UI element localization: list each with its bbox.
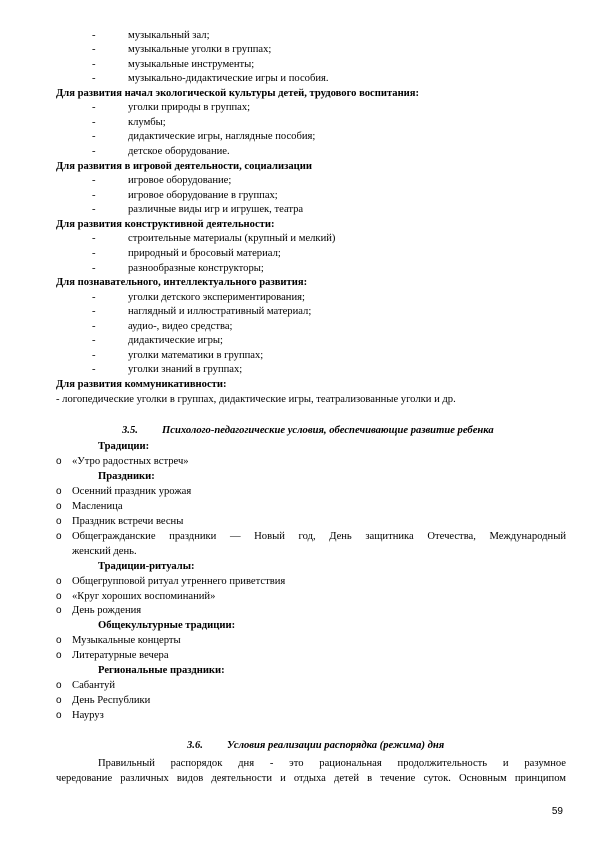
list-item-text: Литературные вечера [72, 650, 169, 661]
list-item [56, 291, 566, 305]
list-dash: - [92, 364, 96, 375]
list-dash: - [92, 292, 96, 303]
list-item-text: Музыкальные концерты [72, 635, 181, 646]
list-item-text: Общегрупповой ритуал утреннего приветствия [72, 576, 286, 587]
list-item [56, 694, 566, 708]
list-item-text: День Республики [72, 695, 151, 706]
list-item [56, 485, 566, 499]
list-item [56, 247, 566, 261]
list-dash: - [92, 102, 96, 113]
list-item [56, 649, 566, 663]
holidays-heading: Праздники: [98, 471, 155, 482]
list-dash: - [92, 44, 96, 55]
holiday-long-line2: женский день. [72, 546, 137, 557]
list-dash: - [92, 175, 96, 186]
list-dash: - [92, 248, 96, 259]
list-item [56, 130, 566, 144]
cultural-heading: Общекультурные традиции: [98, 620, 236, 631]
list-item-text: детское оборудование. [128, 146, 230, 157]
play-heading: Для развития в игровой деятельности, социализации [56, 161, 312, 172]
list-item [56, 575, 566, 589]
list-item [56, 455, 566, 469]
bullet-icon: o [56, 635, 62, 646]
list-item [56, 634, 566, 648]
paragraph-line: чередование различных видов деятельности и отдыха детей в течение суток. Основным принципом [56, 773, 566, 784]
list-dash: - [92, 350, 96, 361]
list-item [56, 604, 566, 618]
list-item-text: Сабантуй [72, 680, 115, 691]
bullet-icon: o [56, 516, 62, 527]
list-item-text: клумбы; [128, 117, 166, 128]
list-dash: - [92, 59, 96, 70]
list-item-text: музыкальные инструменты; [128, 59, 255, 70]
list-dash: - [92, 30, 96, 41]
regional-heading: Региональные праздники: [98, 665, 225, 676]
list-item-text: «Круг хороших воспоминаний» [72, 591, 216, 602]
section-title: Условия реализации распорядка (режима) дня [227, 740, 445, 751]
list-item-text: строительные материалы (крупный и мелкий) [128, 233, 336, 244]
list-item [56, 320, 566, 334]
page-number: 59 [551, 806, 563, 817]
list-item-text: различные виды игр и игрушек, театра [128, 204, 304, 215]
list-item-text: игровое оборудование; [128, 175, 232, 186]
list-item-text: дидактические игры; [128, 335, 223, 346]
list-item-text: музыкально-дидактические игры и пособия. [128, 73, 329, 84]
cognitive-heading: Для познавательного, интеллектуального развития: [56, 277, 308, 288]
list-dash: - [92, 306, 96, 317]
list-item [56, 29, 566, 43]
list-item [56, 363, 566, 377]
section-heading-3-6 [187, 739, 444, 753]
list-dash: - [92, 335, 96, 346]
bullet-icon: o [56, 531, 62, 542]
construct-heading: Для развития конструктивной деятельности: [56, 219, 275, 230]
list-item [56, 43, 566, 57]
list-dash: - [92, 190, 96, 201]
bullet-icon: o [56, 456, 62, 467]
list-item [56, 334, 566, 348]
list-item [56, 101, 566, 115]
ecology-heading: Для развития начал экологической культуры детей, трудового воспитания: [56, 88, 420, 99]
list-dash: - [92, 321, 96, 332]
section-number: 3.5. [122, 425, 138, 436]
list-item [56, 145, 566, 159]
communication-text: - логопедические уголки в группах, дидактические игры, театрализованные уголки и др. [56, 394, 456, 405]
list-item [56, 709, 566, 723]
traditions-heading: Традиции: [98, 441, 150, 452]
body-paragraph [56, 756, 566, 786]
list-item-text: уголки детского экспериментирования; [128, 292, 305, 303]
list-item [56, 305, 566, 319]
list-item [56, 262, 566, 276]
list-dash: - [92, 233, 96, 244]
list-dash: - [92, 263, 96, 274]
list-item-text: уголки математики в группах; [128, 350, 264, 361]
list-item-text: День рождения [72, 605, 142, 616]
list-item [56, 203, 566, 217]
bullet-icon: o [56, 591, 62, 602]
bullet-icon: o [56, 710, 62, 721]
bullet-icon: o [56, 680, 62, 691]
list-item-text: дидактические игры, наглядные пособия; [128, 131, 316, 142]
bullet-icon: o [56, 501, 62, 512]
list-item-text: музыкальный зал; [128, 30, 210, 41]
list-item-text: Науруз [72, 710, 104, 721]
list-dash: - [92, 204, 96, 215]
section-heading-3-5 [122, 424, 494, 438]
list-item-text: Праздник встречи весны [72, 516, 184, 527]
list-item [56, 189, 566, 203]
list-item-text: музыкальные уголки в группах; [128, 44, 272, 55]
paragraph-line: Правильный распорядок дня - это рациональная продолжительность и разумное [98, 758, 566, 769]
rituals-heading: Традиции-ритуалы: [98, 561, 195, 572]
list-item-text: наглядный и иллюстративный материал; [128, 306, 312, 317]
list-dash: - [92, 117, 96, 128]
list-dash: - [92, 146, 96, 157]
list-item-text: аудио-, видео средства; [128, 321, 233, 332]
list-item [56, 72, 566, 86]
bullet-icon: o [56, 650, 62, 661]
list-item-text: «Утро радостных встреч» [72, 456, 189, 467]
list-item [56, 590, 566, 604]
list-dash: - [92, 73, 96, 84]
section-title: Психолого-педагогические условия, обеспечивающие развитие ребенка [162, 425, 494, 436]
list-item [56, 58, 566, 72]
list-item-text: уголки природы в группах; [128, 102, 251, 113]
holiday-long-line1: Общегражданские праздники — Новый год, День защитника Отечества, Международный [72, 531, 566, 542]
list-item-text: разнообразные конструкторы; [128, 263, 264, 274]
bullet-icon: o [56, 695, 62, 706]
bullet-icon: o [56, 486, 62, 497]
list-item [56, 232, 566, 246]
list-item [56, 174, 566, 188]
list-item [56, 515, 566, 529]
communication-heading: Для развития коммуникативности: [56, 379, 227, 390]
bullet-icon: o [56, 605, 62, 616]
list-item [56, 349, 566, 363]
list-item [56, 116, 566, 130]
list-item-text: природный и бросовый материал; [128, 248, 281, 259]
list-item-text: игровое оборудование в группах; [128, 190, 278, 201]
bullet-icon: o [56, 576, 62, 587]
list-item [56, 679, 566, 693]
list-item-text: Осенний праздник урожая [72, 486, 192, 497]
section-number: 3.6. [187, 740, 203, 751]
list-item-text: Масленица [72, 501, 123, 512]
list-dash: - [92, 131, 96, 142]
list-item [56, 500, 566, 514]
list-item-text: уголки знаний в группах; [128, 364, 243, 375]
